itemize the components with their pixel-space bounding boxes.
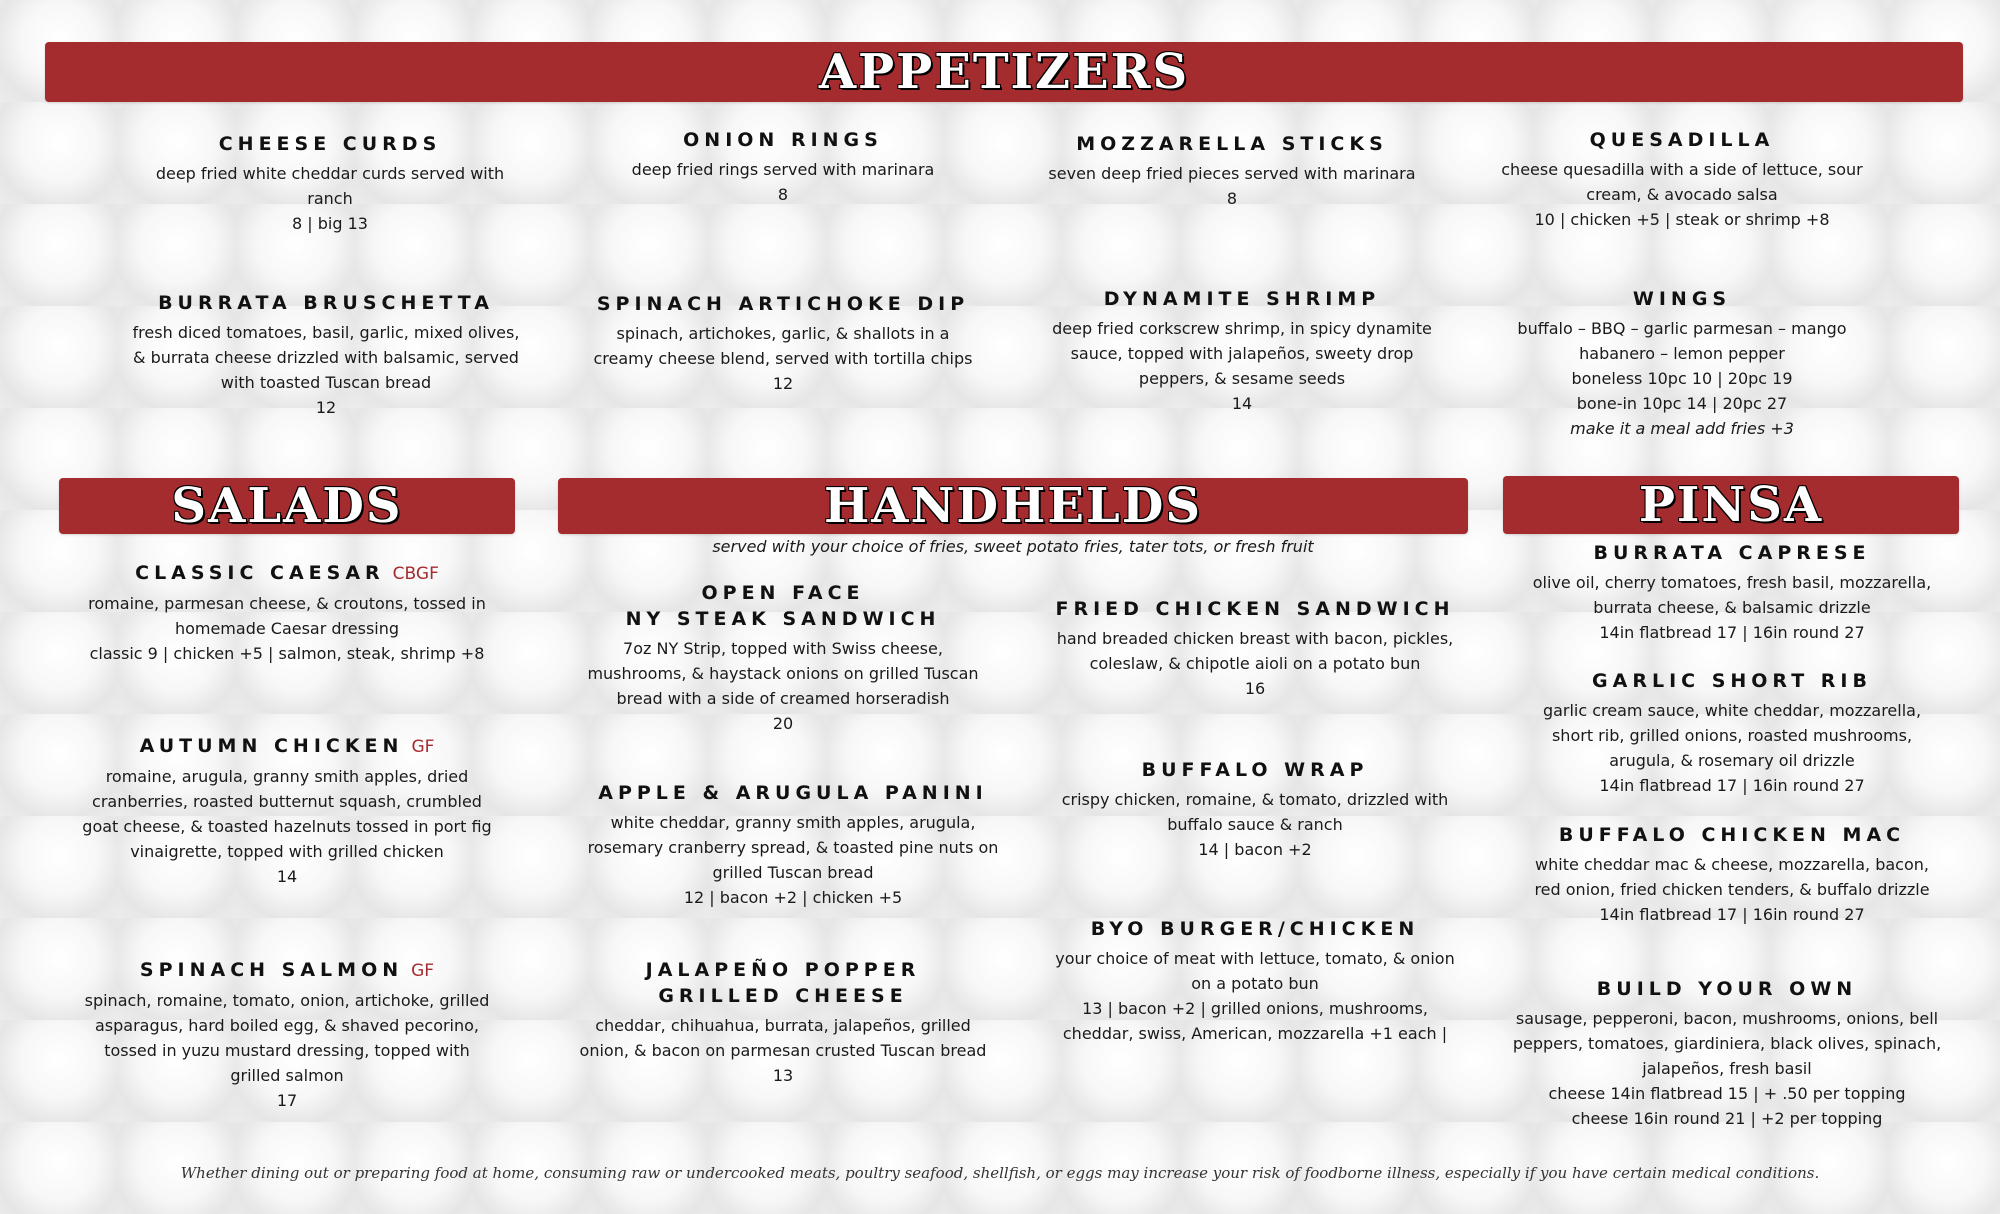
item-description: buffalo – BBQ – garlic parmesan – mango habanero – lemon pepper xyxy=(1517,319,1847,363)
item-name: BURRATA BRUSCHETTA xyxy=(158,292,494,314)
item-name: BURRATA CAPRESE xyxy=(1593,542,1871,564)
item-description: cheddar, chihuahua, burrata, jalapeños, grilled onion, & bacon on parmesan crusted Tuscan bread xyxy=(579,1016,987,1060)
item-name: SPINACH ARTICHOKE DIP xyxy=(596,293,970,315)
item-name xyxy=(80,957,494,984)
menu-item-autumn-chicken xyxy=(80,733,494,889)
menu-item-burrata-caprese xyxy=(1522,540,1942,645)
item-price: 14 xyxy=(1231,394,1253,413)
salads-banner xyxy=(59,478,515,534)
item-description: romaine, arugula, granny smith apples, dried cranberries, roasted butternut squash, crumbled goat cheese, & toasted hazelnuts tossed in port fig vinaigrette, topped with grilled chicken xyxy=(82,767,492,861)
item-name: ONION RINGS xyxy=(683,129,883,151)
item-price: 8 xyxy=(1226,189,1238,208)
item-price: 16 xyxy=(1244,679,1266,698)
menu-item-jalapeno-popper-grilled-cheese xyxy=(573,957,993,1088)
item-description: deep fried white cheddar curds served with ranch xyxy=(155,164,505,208)
item-price: 17 xyxy=(276,1091,298,1110)
item-name: BUFFALO CHICKEN MAC xyxy=(1558,824,1906,846)
menu-item-spinach-artichoke-dip xyxy=(588,291,978,396)
menu-item-apple-arugula-panini xyxy=(583,780,1003,910)
item-name xyxy=(80,560,494,587)
item-price-secondary: bone-in 10pc 14 | 20pc 27 xyxy=(1576,394,1788,413)
menu-item-byo-burger-chicken xyxy=(1052,916,1458,1046)
item-name: MOZZARELLA STICKS xyxy=(1076,133,1388,155)
item-price: 10 | chicken +5 | steak or shrimp +8 xyxy=(1534,210,1830,229)
item-price: 20 xyxy=(772,714,794,733)
pinsa-title: PINSA xyxy=(1638,477,1824,533)
menu-item-open-face-ny-steak xyxy=(573,580,993,736)
item-description: spinach, artichokes, garlic, & shallots in a creamy cheese blend, served with tortilla chips xyxy=(593,324,973,368)
appetizers-banner xyxy=(45,42,1963,102)
item-description: white cheddar mac & cheese, mozzarella, bacon, red onion, fried chicken tenders, & buffalo drizzle xyxy=(1534,855,1930,899)
item-price-secondary: cheese 16in round 21 | +2 per topping xyxy=(1571,1109,1883,1128)
item-name: BYO BURGER/CHICKEN xyxy=(1090,918,1420,940)
menu-item-cheese-curds xyxy=(150,131,510,236)
item-price: 14in flatbread 17 | 16in round 27 xyxy=(1599,905,1865,924)
item-description: fresh diced tomatoes, basil, garlic, mixed olives, & burrata cheese drizzled with balsamic, served with toasted Tuscan bread xyxy=(132,323,520,392)
item-description: hand breaded chicken breast with bacon, pickles, coleslaw, & chipotle aioli on a potato bun xyxy=(1056,629,1454,673)
handhelds-banner xyxy=(558,478,1468,534)
item-name xyxy=(80,733,494,760)
menu-item-buffalo-wrap xyxy=(1060,757,1450,862)
menu-item-quesadilla xyxy=(1492,127,1872,232)
item-description: your choice of meat with lettuce, tomato, & onion on a potato bun xyxy=(1055,949,1455,993)
menu-item-build-your-own xyxy=(1512,976,1942,1131)
item-description: deep fried corkscrew shrimp, in spicy dynamite sauce, topped with jalapeños, sweety drop peppers, & sesame seeds xyxy=(1052,319,1432,388)
item-name: FRIED CHICKEN SANDWICH xyxy=(1055,598,1455,620)
item-description: seven deep fried pieces served with marinara xyxy=(1048,164,1416,183)
item-name-line-2: GRILLED CHEESE xyxy=(658,985,908,1007)
item-name-line-2: NY STEAK SANDWICH xyxy=(625,608,941,630)
item-name: OPEN FACE xyxy=(701,582,865,604)
item-price: 14in flatbread 17 | 16in round 27 xyxy=(1599,623,1865,642)
item-description: cheese quesadilla with a side of lettuce, sour cream, & avocado salsa xyxy=(1501,160,1863,204)
menu-item-classic-caesar xyxy=(80,560,494,666)
item-description: sausage, pepperoni, bacon, mushrooms, onions, bell peppers, tomatoes, giardiniera, black olives, spinach, jalapeños, fresh basil xyxy=(1512,1009,1942,1078)
item-description: romaine, parmesan cheese, & croutons, tossed in homemade Caesar dressing xyxy=(88,594,486,638)
item-price: 14 xyxy=(276,867,298,886)
item-name: CHEESE CURDS xyxy=(218,133,442,155)
menu-item-burrata-bruschetta xyxy=(131,290,521,420)
menu-item-spinach-salmon xyxy=(80,957,494,1113)
item-price: 12 | bacon +2 | chicken +5 xyxy=(683,888,903,907)
item-name: GARLIC SHORT RIB xyxy=(1592,670,1872,692)
food-safety-disclaimer: Whether dining out or preparing food at home, consuming raw or undercooked meats, poultry seafood, shellfish, or eggs may increase your risk of foodborne illness, especially if you have certain medical conditions. xyxy=(180,1164,1820,1182)
item-price: 13 xyxy=(772,1066,794,1085)
item-name-text: SPINACH SALMON xyxy=(139,959,404,981)
diet-tag: CBGF xyxy=(392,564,439,584)
diet-tag: GF xyxy=(411,961,435,981)
item-description: crispy chicken, romaine, & tomato, drizzled with buffalo sauce & ranch xyxy=(1061,790,1449,834)
item-description: olive oil, cherry tomatoes, fresh basil, mozzarella, burrata cheese, & balsamic drizzle xyxy=(1532,573,1932,617)
item-name: QUESADILLA xyxy=(1589,129,1775,151)
item-price: boneless 10pc 10 | 20pc 19 xyxy=(1571,369,1793,388)
item-name: APPLE & ARUGULA PANINI xyxy=(598,782,988,804)
item-description: white cheddar, granny smith apples, arugula, rosemary cranberry spread, & toasted pine nuts on grilled Tuscan bread xyxy=(587,813,999,882)
item-name: WINGS xyxy=(1632,288,1732,310)
appetizers-title: APPETIZERS xyxy=(818,44,1190,100)
menu-item-fried-chicken-sandwich xyxy=(1050,596,1460,701)
item-description: 7oz NY Strip, topped with Swiss cheese, mushrooms, & haystack onions on grilled Tuscan bread with a side of creamed horseradish xyxy=(587,639,979,708)
item-description: deep fried rings served with marinara xyxy=(631,160,935,179)
item-name: JALAPEÑO POPPER xyxy=(645,959,921,981)
item-price: 12 xyxy=(772,374,794,393)
item-price: 13 | bacon +2 | grilled onions, mushrooms, cheddar, swiss, American, mozzarella +1 each | xyxy=(1062,999,1448,1043)
handhelds-title: HANDHELDS xyxy=(823,478,1203,534)
menu-item-wings xyxy=(1512,286,1852,441)
item-name: BUFFALO WRAP xyxy=(1141,759,1369,781)
item-price: 12 xyxy=(315,398,337,417)
salads-title: SALADS xyxy=(171,478,403,534)
item-price: 8 xyxy=(777,185,789,204)
item-name: BUILD YOUR OWN xyxy=(1596,978,1858,1000)
menu-item-dynamite-shrimp xyxy=(1052,286,1432,416)
item-description: garlic cream sauce, white cheddar, mozzarella, short rib, grilled onions, roasted mushrooms, arugula, & rosemary oil drizzle xyxy=(1542,701,1922,770)
menu-item-garlic-short-rib xyxy=(1522,668,1942,798)
item-price: 14 | bacon +2 xyxy=(1198,840,1312,859)
menu-item-mozzarella-sticks xyxy=(1042,131,1422,211)
item-price: cheese 14in flatbread 15 | + .50 per topping xyxy=(1548,1084,1906,1103)
handhelds-subtitle: served with your choice of fries, sweet potato fries, tater tots, or fresh fruit xyxy=(712,537,1314,556)
menu-item-onion-rings xyxy=(603,127,963,207)
item-price: 8 | big 13 xyxy=(292,214,368,233)
item-description: spinach, romaine, tomato, onion, artichoke, grilled asparagus, hard boiled egg, & shaved pecorino, tossed in yuzu mustard dressing, topped with grilled salmon xyxy=(84,991,490,1085)
item-name-text: AUTUMN CHICKEN xyxy=(139,735,404,757)
pinsa-banner xyxy=(1503,476,1959,534)
item-name: DYNAMITE SHRIMP xyxy=(1103,288,1381,310)
item-note: make it a meal add fries +3 xyxy=(1570,419,1794,438)
diet-tag: GF xyxy=(411,737,435,757)
item-name-text: CLASSIC CAESAR xyxy=(135,562,385,584)
menu-item-buffalo-chicken-mac xyxy=(1522,822,1942,927)
item-price: 14in flatbread 17 | 16in round 27 xyxy=(1599,776,1865,795)
item-price: classic 9 | chicken +5 | salmon, steak, shrimp +8 xyxy=(89,644,485,663)
